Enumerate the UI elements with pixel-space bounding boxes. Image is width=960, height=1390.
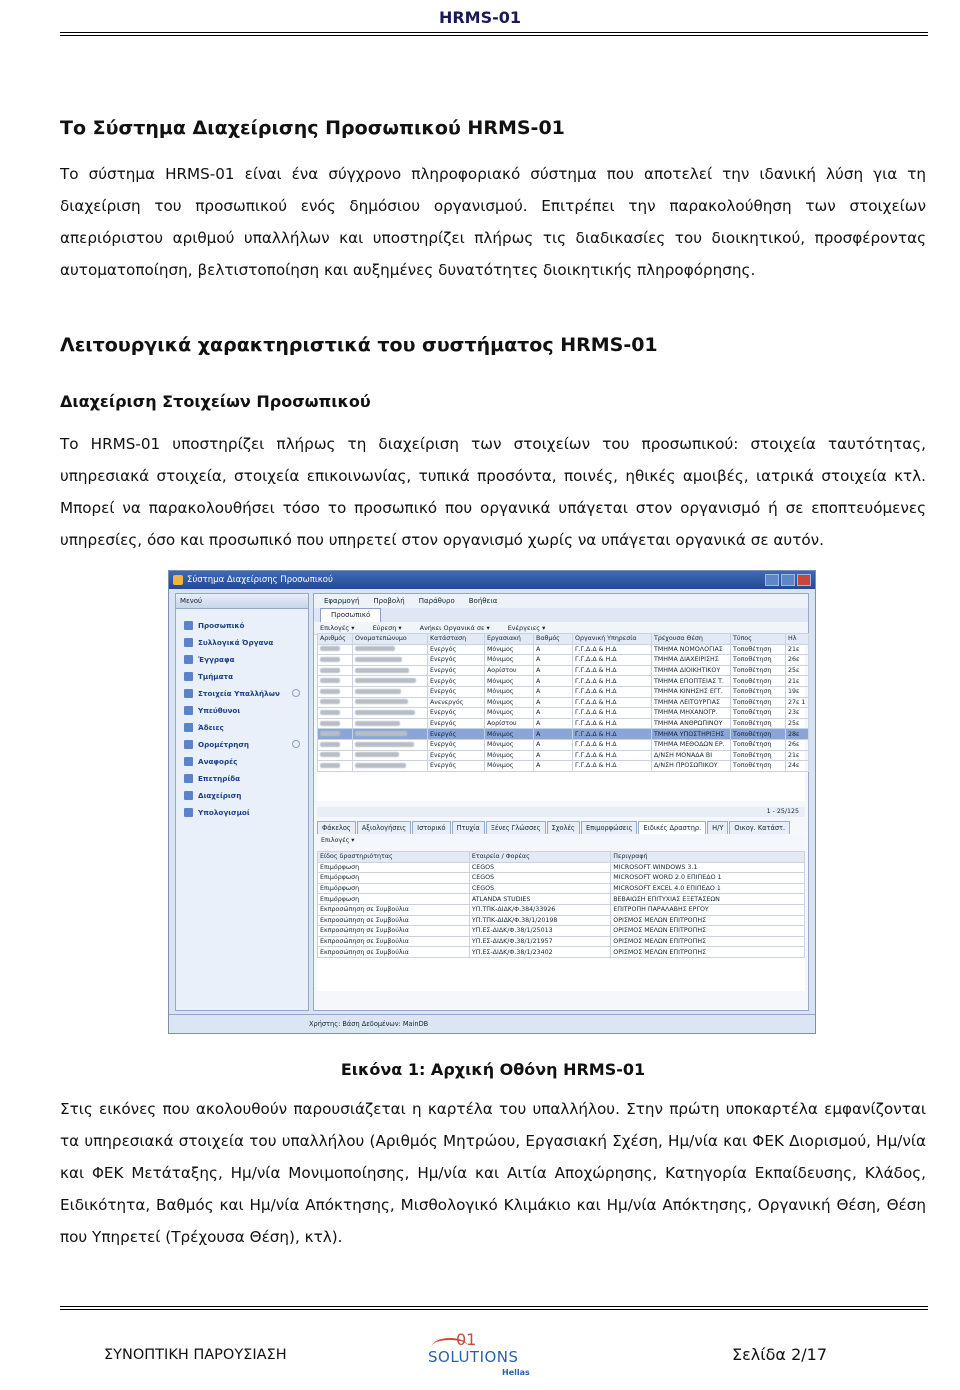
redacted-value — [320, 678, 340, 683]
table-cell: Γ.Γ.Δ.Δ & Η.Δ — [573, 718, 652, 729]
nav-item-label: Υπεύθυνοι — [198, 706, 241, 715]
table-cell: Τοποθέτηση — [731, 750, 786, 761]
running-header: HRMS-01 — [438, 8, 522, 27]
table-cell: Α — [534, 708, 573, 719]
toolbar-item: Ανήκει Οργανικά σε ▾ — [419, 624, 490, 632]
table-cell: Α — [534, 739, 573, 750]
subtab: Οικογ. Κατάστ. — [729, 821, 790, 834]
table-header-row — [318, 852, 805, 863]
subtab: Ειδικές Δραστηρ. — [638, 821, 706, 834]
table-cell: Δ/ΝΣΗ ΠΡΟΣΩΠΙΚΟΥ — [652, 761, 731, 772]
table-cell: Α — [534, 686, 573, 697]
table-cell: Ενεργός — [428, 761, 485, 772]
intro-paragraph: Το σύστημα HRMS-01 είναι ένα σύγχρονο πληροφοριακό σύστημα που αποτελεί την ιδανική λύση για τη διαχείριση του προσωπικού ενός δημόσιου οργανισμού. Επιτρέπει την παρακολούθηση των στοιχείων απεριόριστου αριθμού υπαλλήλων και υποστηρίζει πλήρως τις διαδικασίες του διοικητικού, προσφέροντας αυτοματοποίηση, βελτιστοποίηση και αυξημένες δυνατότητες διοικητικής πληροφόρησης. — [60, 165, 926, 279]
table-cell: 26ε — [786, 739, 809, 750]
nav-item — [176, 702, 308, 719]
subtab: Φάκελος — [317, 821, 356, 834]
table-cell: Επιμόρφωση — [318, 883, 470, 894]
solutions-logo — [428, 1330, 530, 1382]
redacted-value — [355, 742, 414, 747]
table-cell: Τοποθέτηση — [731, 697, 786, 708]
table-cell: Ενεργός — [428, 708, 485, 719]
table-header-cell: Ονοματεπώνυμο — [353, 634, 428, 645]
table-cell: ΤΜΗΜΑ ΑΝΘΡΩΠΙΝΟΥ — [652, 718, 731, 729]
redacted-value — [320, 742, 340, 747]
table-cell: Τοποθέτηση — [731, 718, 786, 729]
table-cell: Α — [534, 718, 573, 729]
table-cell: Αορίστου — [485, 718, 534, 729]
table-cell: ATLANDA STUDIES — [469, 894, 610, 905]
table-header-cell: Περιγραφή — [611, 852, 805, 863]
table-cell — [353, 761, 428, 772]
table-header-cell: Τύπος — [731, 634, 786, 645]
table-cell: Τοποθέτηση — [731, 665, 786, 676]
subtab: Ιστορικό — [412, 821, 450, 834]
nav-item-label: Άδειες — [198, 723, 224, 732]
table-cell: CEGOS — [469, 873, 610, 884]
table-cell: Επιμόρφωση — [318, 862, 470, 873]
table-header-cell: Οργανική Υπηρεσία — [573, 634, 652, 645]
table-cell: Τοποθέτηση — [731, 644, 786, 655]
table-cell — [318, 676, 353, 687]
chevron-icon — [292, 740, 300, 748]
table-cell: Εκπροσώπηση σε Συμβούλια — [318, 936, 470, 947]
table-cell: Α — [534, 729, 573, 740]
redacted-value — [355, 763, 406, 768]
nav-item-icon — [184, 672, 193, 681]
table-cell — [353, 718, 428, 729]
nav-item-icon — [184, 757, 193, 766]
table-cell: 21ε — [786, 750, 809, 761]
nav-item-icon — [184, 706, 193, 715]
table-cell: ΥΠ.ΕΣ-ΔΙΔΚ/Φ.38/1/25013 — [469, 926, 610, 937]
table-cell: Γ.Γ.Δ.Δ & Η.Δ — [573, 761, 652, 772]
features-paragraph: Το HRMS-01 υποστηρίζει πλήρως τη διαχείριση των στοιχείων του προσωπικού: στοιχεία ταυτότητας, υπηρεσιακά στοιχεία, στοιχεία επικοινωνίας, τυπικά προσόντα, ποινές, ηθικές αμοιβές, ιατρικά στοιχεία κτλ. Μπορεί να παρακολουθήσει τόσο το προσωπικό που οργανικά υπάγεται στον οργανισμό ή σε εποπτευόμενες υπηρεσίες, όσο και προσωπικό που υπηρετεί στον οργανισμό χωρίς να υπάγεται οργανικά σε αυτόν. — [60, 435, 926, 549]
table-cell: Γ.Γ.Δ.Δ & Η.Δ — [573, 708, 652, 719]
table-cell: 27ε 1 — [786, 697, 809, 708]
redacted-value — [320, 752, 340, 757]
table-cell: Γ.Γ.Δ.Δ & Η.Δ — [573, 665, 652, 676]
redacted-value — [355, 646, 395, 651]
table-cell: Τοποθέτηση — [731, 708, 786, 719]
table-cell: ΥΠ.ΤΠΚ-ΔΙΔΚ/Φ.38/1/20198 — [469, 915, 610, 926]
table-cell — [318, 665, 353, 676]
table-cell: Τοποθέτηση — [731, 761, 786, 772]
tab-personnel: Προσωπικό — [320, 608, 381, 622]
redacted-value — [355, 657, 402, 662]
app-menubar — [314, 594, 808, 608]
table-cell: 19ε — [786, 686, 809, 697]
table-row — [318, 915, 805, 926]
menubar-item: Παράθυρο — [418, 597, 455, 605]
table-cell: ΟΡΙΣΜΟΣ ΜΕΛΩΝ ΕΠΙΤΡΟΠΗΣ — [611, 926, 805, 937]
nav-item — [176, 617, 308, 634]
footer-rule — [60, 1306, 928, 1310]
table-row — [318, 904, 805, 915]
table-cell: MICROSOFT WORD 2.0 ΕΠΙΠΕΔΟ 1 — [611, 873, 805, 884]
table-cell: Ενεργός — [428, 729, 485, 740]
table-header-row — [318, 634, 809, 645]
table-cell — [353, 708, 428, 719]
employee-subtabs — [317, 821, 805, 834]
nav-item-icon — [184, 655, 193, 664]
table-header-cell: Τρέχουσα Θέση — [652, 634, 731, 645]
table-cell: Τοποθέτηση — [731, 655, 786, 666]
table-cell — [353, 655, 428, 666]
toolbar-item: Ενέργειες ▾ — [507, 624, 546, 632]
nav-item-label: Διαχείριση — [198, 791, 242, 800]
redacted-value — [320, 646, 340, 651]
logo-word: SOLUTIONS — [428, 1348, 519, 1366]
nav-item-icon — [184, 638, 193, 647]
nav-item-icon — [184, 774, 193, 783]
table-cell: Μόνιμος — [485, 729, 534, 740]
table-cell: Α — [534, 761, 573, 772]
redacted-value — [320, 668, 340, 673]
table-cell: ΟΡΙΣΜΟΣ ΜΕΛΩΝ ΕΠΙΤΡΟΠΗΣ — [611, 947, 805, 958]
section-heading-features: Λειτουργικά χαρακτηριστικά του συστήματος HRMS-01 — [60, 334, 658, 356]
table-row — [318, 665, 809, 676]
table-cell: ΥΠ.ΕΣ-ΔΙΔΚ/Φ.38/1/23402 — [469, 947, 610, 958]
redacted-value — [355, 689, 401, 694]
table-cell: Μόνιμος — [485, 676, 534, 687]
nav-item-icon — [184, 791, 193, 800]
table-cell: Ενεργός — [428, 676, 485, 687]
table-cell: Α — [534, 644, 573, 655]
table-row — [318, 947, 805, 958]
menubar-item: Εφαρμογή — [324, 597, 360, 605]
table-cell — [353, 739, 428, 750]
table-row — [318, 936, 805, 947]
table-cell: Μόνιμος — [485, 750, 534, 761]
redacted-value — [320, 657, 340, 662]
table-cell: Ενεργός — [428, 665, 485, 676]
table-row — [318, 873, 805, 884]
table-cell: 25ε — [786, 718, 809, 729]
nav-item-icon — [184, 723, 193, 732]
table-cell: Τοποθέτηση — [731, 739, 786, 750]
nav-item — [176, 651, 308, 668]
nav-item-icon — [184, 808, 193, 817]
table-row — [318, 883, 805, 894]
table-cell: Α — [534, 665, 573, 676]
table-cell — [318, 708, 353, 719]
redacted-value — [320, 731, 340, 736]
redacted-value — [355, 721, 400, 726]
table-cell: 21ε — [786, 676, 809, 687]
table-cell: ΤΜΗΜΑ ΛΕΙΤΟΥΡΓΙΑΣ — [652, 697, 731, 708]
table-cell: ΤΜΗΜΑ ΕΠΟΠΤΕΙΑΣ Τ. — [652, 676, 731, 687]
table-row — [318, 729, 809, 740]
table-row — [318, 894, 805, 905]
table-cell: 28ε — [786, 729, 809, 740]
toolbar-item: Εύρεση ▾ — [372, 624, 402, 632]
table-cell — [353, 729, 428, 740]
table-cell: 24ε — [786, 761, 809, 772]
table-cell — [318, 739, 353, 750]
table-cell: Ενεργός — [428, 655, 485, 666]
table-cell: ΕΠΙΤΡΟΠΗ ΠΑΡΑΛΑΒΗΣ ΕΡΓΟΥ — [611, 904, 805, 915]
menubar-item: Προβολή — [373, 597, 405, 605]
table-cell: Ενεργός — [428, 750, 485, 761]
app-titlebar — [169, 571, 815, 589]
table-cell: 26ε — [786, 655, 809, 666]
table-cell: Α — [534, 697, 573, 708]
table-cell — [318, 644, 353, 655]
table-cell: Α — [534, 750, 573, 761]
table-cell — [318, 718, 353, 729]
subtab: Ξένες Γλώσσες — [486, 821, 546, 834]
table-cell: CEGOS — [469, 862, 610, 873]
table-row — [318, 739, 809, 750]
table-cell — [318, 729, 353, 740]
activities-table — [317, 851, 805, 958]
redacted-value — [355, 678, 416, 683]
nav-item — [176, 804, 308, 821]
table-cell: Ενεργός — [428, 686, 485, 697]
app-screenshot — [168, 570, 816, 1034]
table-cell: MICROSOFT EXCEL 4.0 ΕΠΙΠΕΔΟ 1 — [611, 883, 805, 894]
table-cell: Α — [534, 655, 573, 666]
window-controls — [765, 574, 811, 586]
nav-item-label: Στοιχεία Υπαλλήλων — [198, 689, 280, 698]
table-cell: Α — [534, 676, 573, 687]
table-cell: Μόνιμος — [485, 708, 534, 719]
table-cell: Γ.Γ.Δ.Δ & Η.Δ — [573, 655, 652, 666]
table-cell: Επιμόρφωση — [318, 873, 470, 884]
table-row — [318, 761, 809, 772]
app-nav-pane — [175, 593, 309, 1011]
app-window-icon — [173, 575, 183, 585]
table-row — [318, 862, 805, 873]
table-row — [318, 644, 809, 655]
menubar-item: Βοήθεια — [468, 597, 498, 605]
nav-item-label: Προσωπικό — [198, 621, 245, 630]
nav-item-icon — [184, 621, 193, 630]
table-cell: ΟΡΙΣΜΟΣ ΜΕΛΩΝ ΕΠΙΤΡΟΠΗΣ — [611, 936, 805, 947]
nav-item — [176, 787, 308, 804]
maximize-icon — [781, 574, 795, 586]
subtab: Σχολές — [547, 821, 580, 834]
redacted-value — [320, 699, 340, 704]
table-cell: 25ε — [786, 665, 809, 676]
redacted-value — [355, 710, 415, 715]
table-header-cell: Εταιρεία / Φορέας — [469, 852, 610, 863]
table-cell: ΟΡΙΣΜΟΣ ΜΕΛΩΝ ΕΠΙΤΡΟΠΗΣ — [611, 915, 805, 926]
redacted-value — [320, 763, 340, 768]
table-cell: Γ.Γ.Δ.Δ & Η.Δ — [573, 697, 652, 708]
table-cell: Δ/ΝΣΗ ΜΟΝΑΔΑ ΒΙ — [652, 750, 731, 761]
table-cell: Ενεργός — [428, 718, 485, 729]
close-icon — [797, 574, 811, 586]
table-cell: ΤΜΗΜΑ ΔΙΑΧΕΙΡΙΣΗΣ — [652, 655, 731, 666]
table-header-cell: Είδος δραστηριότητας — [318, 852, 470, 863]
table-cell: ΥΠ.ΤΠΚ-ΔΙΔΚ/Φ.384/33926 — [469, 904, 610, 915]
table-cell: Γ.Γ.Δ.Δ & Η.Δ — [573, 739, 652, 750]
nav-item-icon — [184, 740, 193, 749]
table-row — [318, 655, 809, 666]
table-cell: MICROSOFT WINDOWS 3.1 — [611, 862, 805, 873]
nav-item — [176, 719, 308, 736]
table-row — [318, 676, 809, 687]
redacted-value — [355, 699, 408, 704]
table-cell: Γ.Γ.Δ.Δ & Η.Δ — [573, 676, 652, 687]
table-cell: Εκπροσώπηση σε Συμβούλια — [318, 904, 470, 915]
table-row — [318, 750, 809, 761]
table-header-cell: Κατάσταση — [428, 634, 485, 645]
header-rule — [60, 32, 928, 36]
nav-item — [176, 753, 308, 770]
table-cell: Ενεργός — [428, 739, 485, 750]
table-cell: Γ.Γ.Δ.Δ & Η.Δ — [573, 729, 652, 740]
nav-item — [176, 634, 308, 651]
subgrid-toolbar: Επιλογές ▾ — [317, 835, 805, 847]
figure-caption: Εικόνα 1: Αρχική Οθόνη HRMS-01 — [340, 1060, 646, 1079]
table-cell: Μόνιμος — [485, 655, 534, 666]
redacted-value — [355, 668, 409, 673]
nav-item — [176, 685, 308, 702]
nav-item-label: Ορομέτρηση — [198, 740, 250, 749]
nav-item-label: Έγγραφα — [198, 655, 235, 664]
table-cell — [353, 750, 428, 761]
table-cell — [318, 655, 353, 666]
nav-list — [176, 617, 308, 821]
nav-item — [176, 736, 308, 753]
grid-pager: 1 - 25/125 — [317, 807, 805, 817]
table-cell — [353, 665, 428, 676]
table-cell: ΤΜΗΜΑ ΔΙΟΙΚΗΤΙΚΟΥ — [652, 665, 731, 676]
table-cell — [318, 686, 353, 697]
table-header-cell: Εργασιακή — [485, 634, 534, 645]
table-cell: Μόνιμος — [485, 644, 534, 655]
table-row — [318, 926, 805, 937]
table-header-cell: Ηλ — [786, 634, 809, 645]
table-cell: ΤΜΗΜΑ ΝΟΜΟΛΟΓΙΑΣ — [652, 644, 731, 655]
table-cell: Εκπροσώπηση σε Συμβούλια — [318, 926, 470, 937]
nav-item-label: Υπολογισμοί — [198, 808, 250, 817]
employee-card-paragraph: Στις εικόνες που ακολουθούν παρουσιάζεται η καρτέλα του υπαλλήλου. Στην πρώτη υποκαρτέλα εμφανίζονται τα υπηρεσιακά στοιχεία του υπαλλήλου (Αριθμός Μητρώου, Εργασιακή Σχέση, Ημ/νία και ΦΕΚ Διορισμού, Ημ/νία και ΦΕΚ Μετάταξης, Ημ/νία Μονιμοποίησης, Ημ/νία και Αιτία Αποχώρησης, Κατηγορία Εκπαίδευσης, Κλάδος, Ειδικότητα, Βαθμός και Ημ/νία Απόκτησης, Μισθολογικό Κλιμάκιο και Ημ/νία Απόκτησης, Οργανική Θέση, Θέση που Υπηρετεί (Τρέχουσα Θέση), κτλ). — [60, 1100, 926, 1246]
table-cell: Γ.Γ.Δ.Δ & Η.Δ — [573, 644, 652, 655]
table-cell: CEGOS — [469, 883, 610, 894]
table-cell: ΤΜΗΜΑ ΥΠΟΣΤΗΡΙΞΗΣ — [652, 729, 731, 740]
nav-item — [176, 770, 308, 787]
activities-grid — [317, 851, 805, 991]
logo-sub: Hellas — [502, 1368, 530, 1377]
table-cell — [318, 761, 353, 772]
table-cell: Γ.Γ.Δ.Δ & Η.Δ — [573, 686, 652, 697]
table-cell: Μόνιμος — [485, 761, 534, 772]
table-row — [318, 697, 809, 708]
redacted-value — [320, 721, 340, 726]
personnel-grid — [317, 633, 805, 801]
page-number: Σελίδα 2/17 — [732, 1345, 827, 1364]
table-cell — [318, 697, 353, 708]
subtab: Αξιολογήσεις — [357, 821, 411, 834]
table-cell: Εκπροσώπηση σε Συμβούλια — [318, 947, 470, 958]
subtab: Η/Υ — [707, 821, 728, 834]
table-cell: ΤΜΗΜΑ ΜΗΧΑΝΟΓΡ. — [652, 708, 731, 719]
table-cell: ΤΜΗΜΑ ΜΕΘΟΔΩΝ ΕΡ. — [652, 739, 731, 750]
table-cell: 21ε — [786, 644, 809, 655]
table-cell: Εκπροσώπηση σε Συμβούλια — [318, 915, 470, 926]
table-row — [318, 708, 809, 719]
nav-item-label: Αναφορές — [198, 757, 238, 766]
table-header-cell: Αριθμός — [318, 634, 353, 645]
redacted-value — [355, 752, 399, 757]
table-cell — [353, 644, 428, 655]
table-cell: Ενεργός — [428, 644, 485, 655]
nav-item — [176, 668, 308, 685]
minimize-icon — [765, 574, 779, 586]
footer-left-text: ΣΥΝΟΠΤΙΚΗ ΠΑΡΟΥΣΙΑΣΗ — [104, 1347, 287, 1363]
table-cell — [318, 750, 353, 761]
redacted-value — [320, 710, 340, 715]
section-heading-system: Το Σύστημα Διαχείρισης Προσωπικού HRMS-01 — [60, 117, 565, 139]
toolbar-item: Επιλογές ▾ — [320, 624, 355, 632]
table-cell: Τοποθέτηση — [731, 686, 786, 697]
table-cell: Αορίστου — [485, 665, 534, 676]
table-row — [318, 718, 809, 729]
table-cell: ΥΠ.ΕΣ-ΔΙΔΚ/Φ.38/1/21957 — [469, 936, 610, 947]
nav-menu-header: Μενού — [176, 594, 308, 609]
redacted-value — [355, 731, 407, 736]
app-statusbar: Χρήστης: Βάση Δεδομένων: MainDB — [169, 1014, 815, 1033]
logo-number: 01 — [456, 1330, 477, 1349]
subheading-personnel: Διαχείριση Στοιχείων Προσωπικού — [60, 392, 371, 411]
chevron-icon — [292, 689, 300, 697]
table-cell — [353, 676, 428, 687]
table-cell — [353, 686, 428, 697]
nav-item-icon — [184, 689, 193, 698]
app-tabstrip — [314, 608, 808, 622]
table-cell: Ανενεργός — [428, 697, 485, 708]
table-cell: Μόνιμος — [485, 697, 534, 708]
table-cell: ΒΕΒΑΙΩΣΗ ΕΠΙΤΥΧΙΑΣ ΕΞΕΤΑΣΕΩΝ — [611, 894, 805, 905]
table-header-cell: Βαθμός — [534, 634, 573, 645]
app-window-title: Σύστημα Διαχείρισης Προσωπικού — [187, 575, 333, 585]
table-row — [318, 686, 809, 697]
table-cell: Τοποθέτηση — [731, 729, 786, 740]
table-cell — [353, 697, 428, 708]
table-cell: Μόνιμος — [485, 686, 534, 697]
nav-item-label: Επετηρίδα — [198, 774, 241, 783]
redacted-value — [320, 689, 340, 694]
table-cell: Τοποθέτηση — [731, 676, 786, 687]
subtab: Πτυχία — [452, 821, 485, 834]
table-cell: Μόνιμος — [485, 739, 534, 750]
personnel-table — [317, 633, 809, 772]
subtab: Επιμορφώσεις — [581, 821, 638, 834]
table-cell: ΤΜΗΜΑ ΚΙΝΗΣΗΣ ΕΓΓ. — [652, 686, 731, 697]
table-cell: Γ.Γ.Δ.Δ & Η.Δ — [573, 750, 652, 761]
nav-item-label: Τμήματα — [198, 672, 234, 681]
table-cell: Επιμόρφωση — [318, 894, 470, 905]
nav-item-label: Συλλογικά Όργανα — [198, 638, 274, 647]
table-cell: 23ε — [786, 708, 809, 719]
